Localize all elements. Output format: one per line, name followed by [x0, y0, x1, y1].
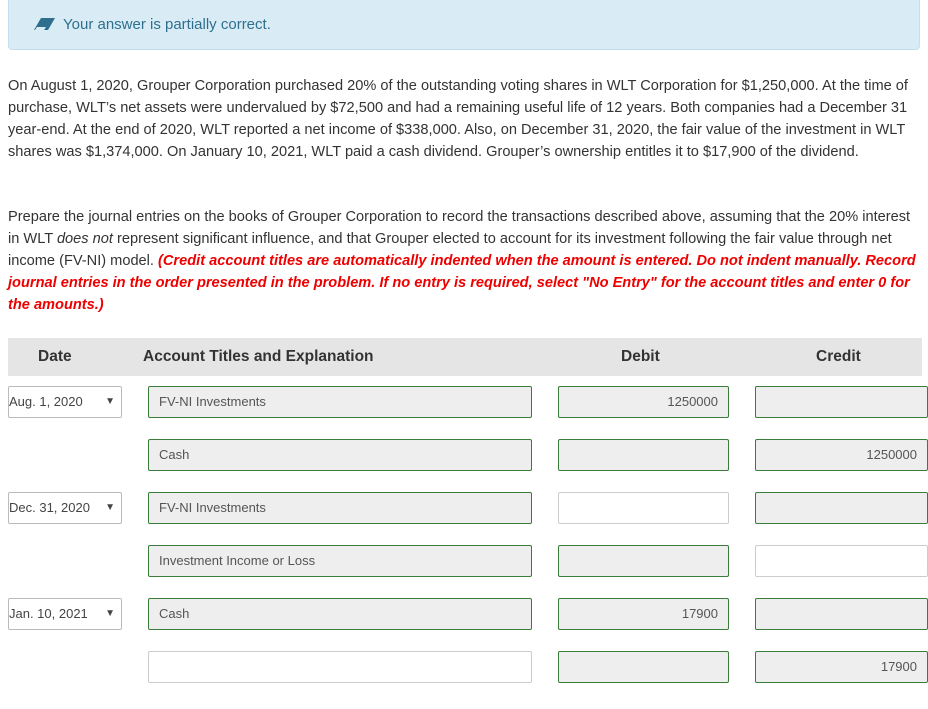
account-input[interactable]: FV-NI Investments	[148, 386, 532, 418]
credit-input[interactable]	[755, 598, 928, 630]
debit-input[interactable]: 17900	[558, 598, 729, 630]
header-credit: Credit	[816, 348, 861, 365]
header-account: Account Titles and Explanation	[143, 348, 374, 365]
chevron-down-icon: ▼	[105, 502, 115, 513]
chevron-down-icon: ▼	[105, 608, 115, 619]
account-input[interactable]: Cash	[148, 598, 532, 630]
debit-input[interactable]	[558, 545, 729, 577]
problem-text: On August 1, 2020, Grouper Corporation purchased 20% of the outstanding voting shares in WLT Corporation for $1,250,000. At the time of purchase, WLT’s net assets were undervalued by $72,500 and had a remaining useful life of 12 years. Both companies had a December 31 year-end. At the end of 2020, WLT reported a net income of $338,000. Also, on December 31, 2020, the fair value of the investment in WLT shares was $1,374,000. On January 10, 2021, WLT paid a cash dividend. Grouper’s ownership entitles it to $17,900 of the dividend.	[8, 78, 908, 160]
date-select[interactable]	[8, 492, 122, 524]
feedback-message: Your answer is partially correct.	[63, 16, 271, 33]
feedback-banner	[8, 0, 920, 50]
debit-input[interactable]	[558, 651, 729, 683]
date-value: Dec. 31, 2020	[9, 500, 90, 515]
instructions-text: Prepare the journal entries on the books of Grouper Corporation to record the transactions described above, assuming that the 20% interest in WLT	[8, 209, 911, 247]
credit-input[interactable]	[755, 492, 928, 524]
chevron-down-icon: ▼	[105, 396, 115, 407]
instructions-emphasis: does not	[56, 231, 113, 247]
credit-input[interactable]: 1250000	[755, 439, 928, 471]
account-input[interactable]: Investment Income or Loss	[148, 545, 532, 577]
debit-input[interactable]	[558, 492, 729, 524]
header-date: Date	[38, 348, 72, 365]
date-value: Jan. 10, 2021	[9, 606, 88, 621]
table-header	[8, 338, 922, 376]
date-select[interactable]	[8, 386, 122, 418]
header-debit: Debit	[621, 348, 660, 365]
account-input[interactable]: Cash	[148, 439, 532, 471]
instructions	[8, 206, 923, 316]
account-input[interactable]	[148, 651, 532, 683]
instructions-note: (Credit account titles are automatically indented when the amount is entered. Do not indent manually. Record journal entries in the order presented in the problem. If no entry is required, select "No Entry" for the account titles and enter 0 for the amounts.)	[8, 253, 916, 313]
credit-input[interactable]: 17900	[755, 651, 928, 683]
instructions-text-2: represent significant influence, and that Grouper elected to account for its investment following the fair value through net income (FV-NI) model.	[8, 231, 892, 269]
account-input[interactable]: FV-NI Investments	[148, 492, 532, 524]
date-select[interactable]	[8, 598, 122, 630]
credit-input[interactable]	[755, 545, 928, 577]
debit-input[interactable]	[558, 439, 729, 471]
eraser-icon	[34, 17, 56, 31]
credit-input[interactable]	[755, 386, 928, 418]
date-value: Aug. 1, 2020	[9, 394, 83, 409]
debit-input[interactable]: 1250000	[558, 386, 729, 418]
